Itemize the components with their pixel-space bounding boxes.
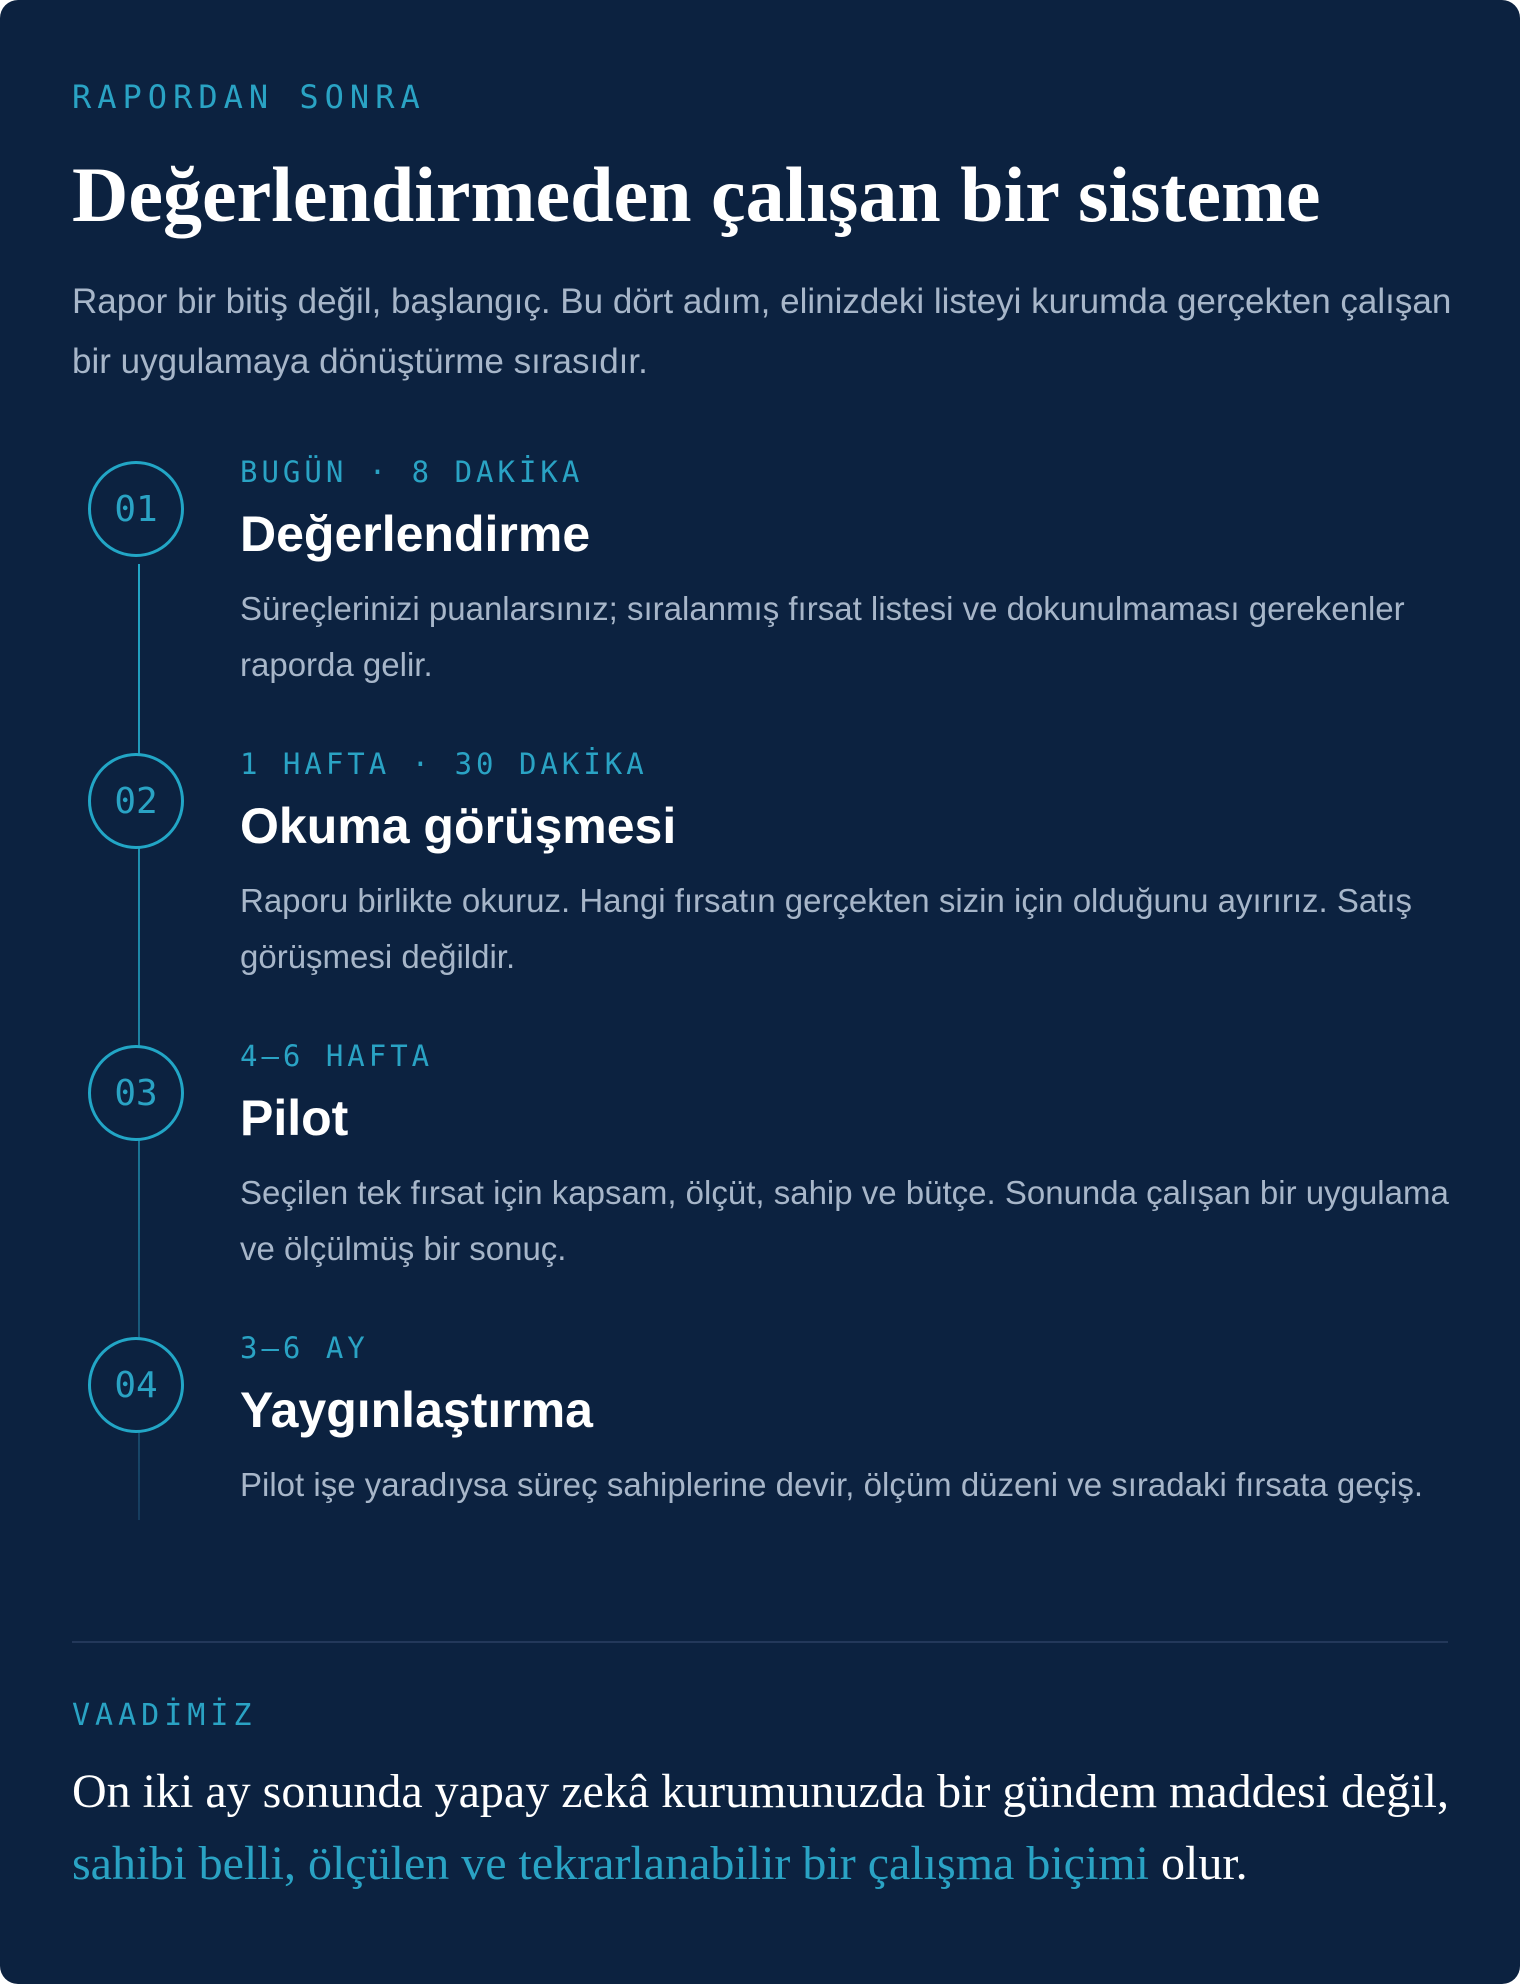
intro-text: Rapor bir bitiş değil, başlangıç. Bu dört adım, elinizdeki listeyi kurumda gerçekten çalışan bir uygulamaya dönüştürme sırasıdır. bbox=[72, 282, 1452, 381]
step-meta: 4–6 HAFTA bbox=[240, 1039, 434, 1073]
step-number-badge: 01 bbox=[88, 461, 184, 557]
step-title: Okuma görüşmesi bbox=[240, 798, 677, 854]
eyebrow-label: RAPORDAN SONRA bbox=[72, 78, 426, 116]
step-meta: BUGÜN · 8 DAKİKA bbox=[240, 455, 584, 489]
step-meta: 3–6 AY bbox=[240, 1331, 369, 1365]
promise-text bbox=[72, 1756, 1462, 1900]
step-description: Pilot işe yaradıysa süreç sahiplerine devir, ölçüm düzeni ve sıradaki fırsata geçiş. bbox=[240, 1466, 1424, 1503]
section-divider bbox=[72, 1641, 1448, 1643]
step-number-badge: 02 bbox=[88, 753, 184, 849]
promise-text-before: On iki ay sonunda yapay zekâ kurumunuzda bir gündem maddesi değil, bbox=[72, 1765, 1449, 1818]
step-meta: 1 HAFTA · 30 DAKİKA bbox=[240, 747, 648, 781]
step-description: Raporu birlikte okuruz. Hangi fırsatın gerçekten sizin için olduğunu ayırırız. Satış görüşmesi değildir. bbox=[240, 882, 1413, 975]
promise-highlight: sahibi belli, ölçülen ve tekrarlanabilir bir çalışma biçimi bbox=[72, 1837, 1149, 1890]
step-description: Süreçlerinizi puanlarsınız; sıralanmış fırsat listesi ve dokunulmaması gerekenler raporda gelir. bbox=[240, 590, 1405, 683]
promise-label: VAADİMİZ bbox=[72, 1698, 257, 1733]
step-title: Değerlendirme bbox=[240, 506, 591, 562]
step-title: Pilot bbox=[240, 1090, 349, 1146]
step-title: Yaygınlaştırma bbox=[240, 1382, 593, 1438]
promise-text-after: olur. bbox=[1148, 1837, 1248, 1890]
step-description: Seçilen tek fırsat için kapsam, ölçüt, sahip ve bütçe. Sonunda çalışan bir uygulama ve ölçülmüş bir sonuç. bbox=[240, 1174, 1449, 1267]
page-title: Değerlendirmeden çalışan bir sisteme bbox=[72, 151, 1321, 238]
step-number-badge: 04 bbox=[88, 1337, 184, 1433]
step-number-badge: 03 bbox=[88, 1045, 184, 1141]
